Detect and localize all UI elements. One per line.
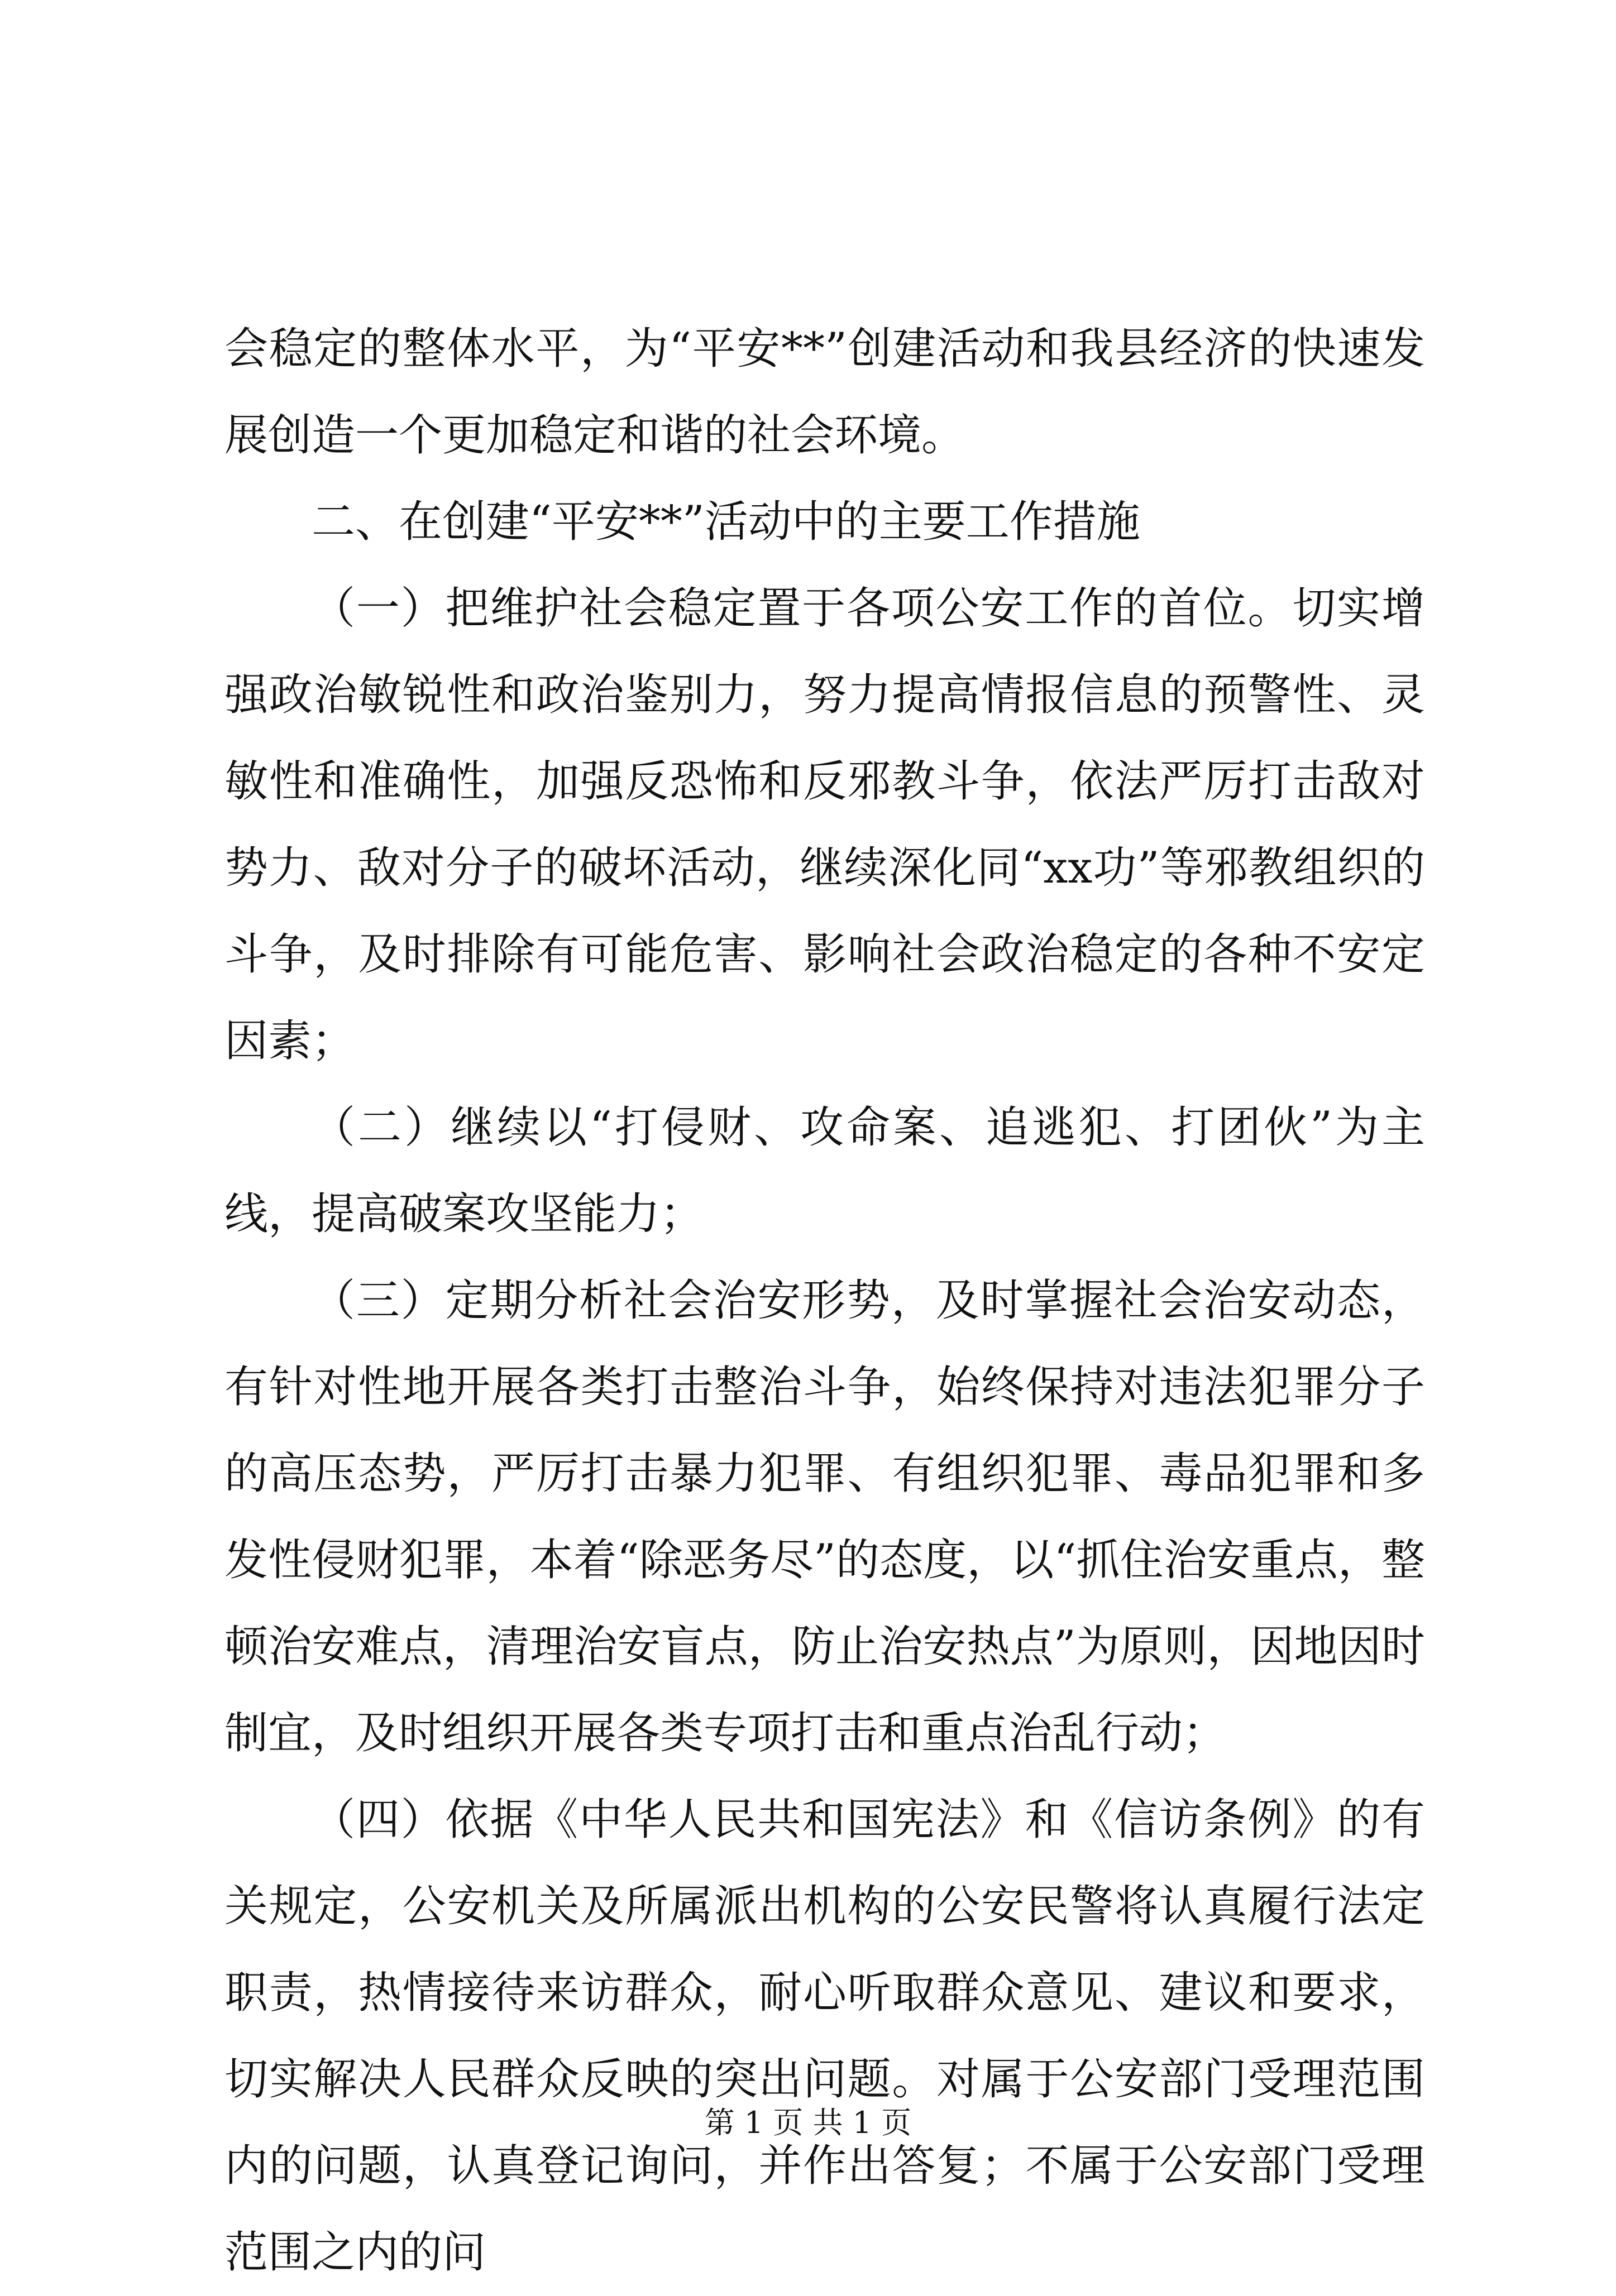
paragraph-item-4: （四）依据《中华人民共和国宪法》和《信访条例》的有关规定，公安机关及所属派出机构的公安民警将认真履行法定职责，热情接待来访群众，耐心听取群众意见、建议和要求，切实解决人民群众反映的突出问题。对属于公安部门受理范围内的问题，认真登记询问，并作出答复；不属于公安部门受理范围之内的问 xyxy=(224,1795,1425,2278)
document-body xyxy=(224,306,1425,2296)
paragraph-item-3: （三）定期分析社会治安形势，及时掌握社会治安动态，有针对性地开展各类打击整治斗争，始终保持对违法犯罪分子的高压态势，严厉打击暴力犯罪、有组织犯罪、毒品犯罪和多发性侵财犯罪，本着“除恶务尽”的态度，以“抓住治安重点，整顿治安难点，清理治安盲点，防止治安热点”为原则，因地因时制宜，及时组织开展各类专项打击和重点治乱行动； xyxy=(224,1276,1425,1758)
page-number-footer: 第 1 页 共 1 页 xyxy=(704,2105,912,2140)
paragraph-item-2: （二）继续以“打侵财、攻命案、追逃犯、打团伙”为主线，提高破案攻坚能力； xyxy=(224,1103,1425,1239)
section-heading: 二、在创建“平安**”活动中的主要工作措施 xyxy=(312,497,1140,547)
paragraph-item-1: （一）把维护社会稳定置于各项公安工作的首位。切实增强政治敏锐性和政治鉴别力，努力提高情报信息的预警性、灵敏性和准确性，加强反恐怖和反邪教斗争，依法严厉打击敌对势力、敌对分子的破坏活动，继续深化同“xx功”等邪教组织的斗争，及时排除有可能危害、影响社会政治稳定的各种不安定因素； xyxy=(224,583,1425,1066)
paragraph-continuation: 会稳定的整体水平，为“平安**”创建活动和我县经济的快速发展创造一个更加稳定和谐的社会环境。 xyxy=(224,324,1425,461)
